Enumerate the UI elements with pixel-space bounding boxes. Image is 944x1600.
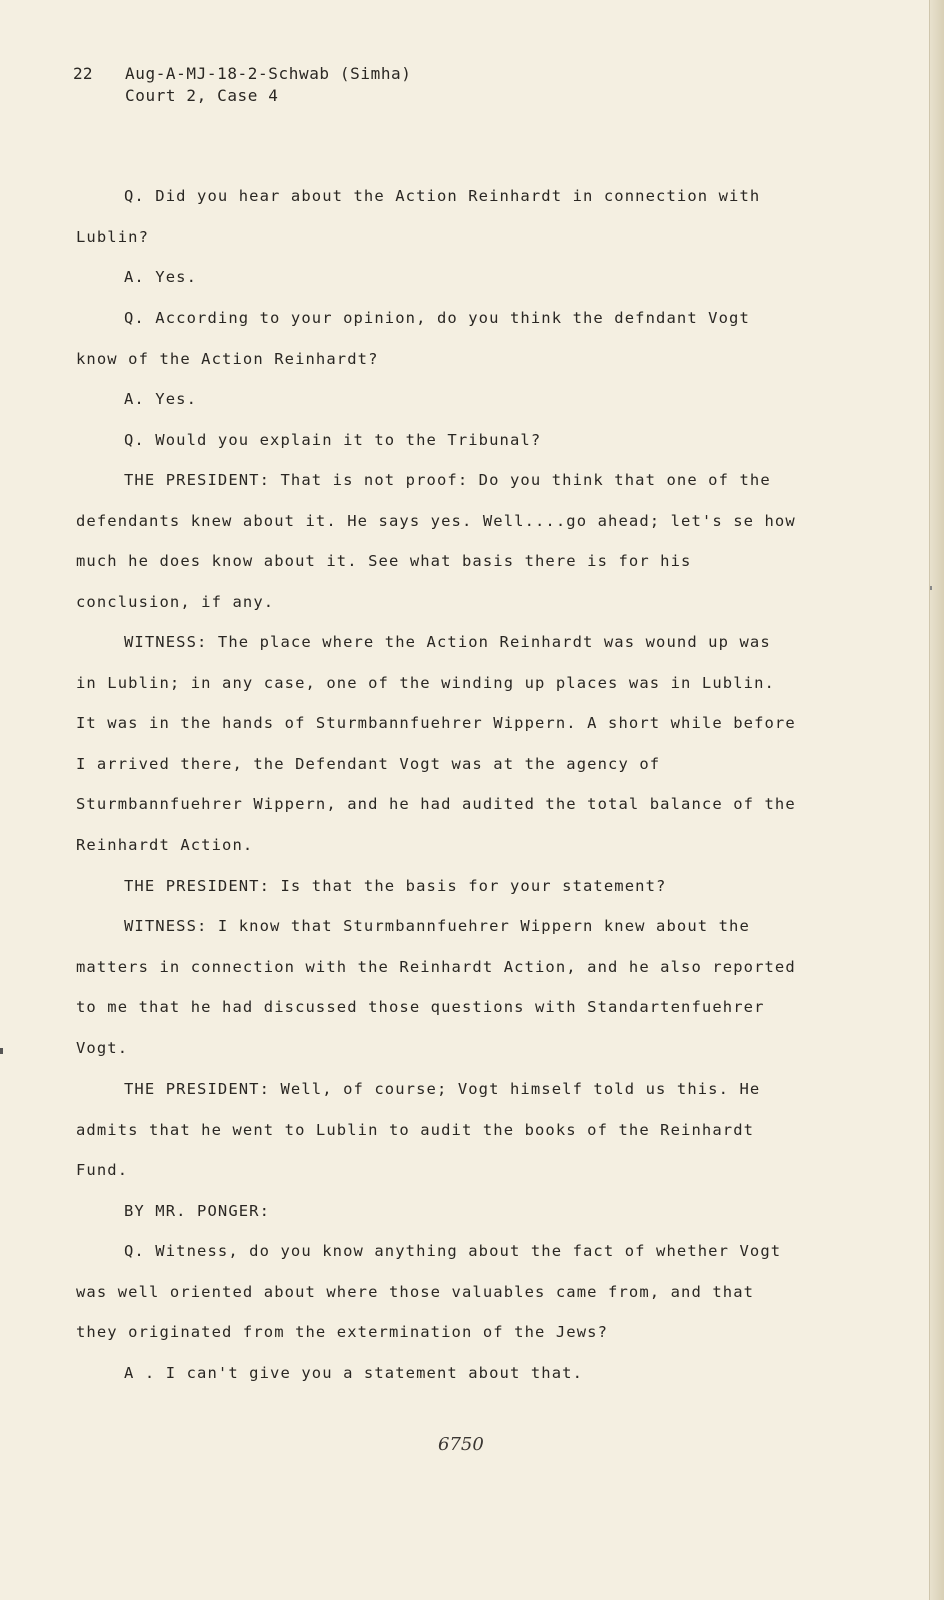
paragraph-q2: Q. According to your opinion, do you think the defndant Vogt know of the Action Reinhardt? [76, 309, 750, 368]
right-edge-mark [930, 586, 932, 590]
paragraph-a3: A . I can't give you a statement about that. [124, 1364, 583, 1382]
page-number: 6750 [438, 1434, 484, 1455]
paragraph-a1: A. Yes. [124, 268, 198, 286]
paragraph-president-3: THE PRESIDENT: Well, of course; Vogt himself told us this. He admits that he went to Lublin to audit the books of the Reinhardt Fund. [76, 1080, 761, 1180]
paragraph-witness-2: WITNESS: I know that Sturmbannfuehrer Wippern knew about the matters in connection with the Reinhardt Action, and he also reported to me that he had discussed those questions with Standartenfuehrer Vogt. [76, 917, 796, 1057]
paragraph-q4: Q. Witness, do you know anything about the fact of whether Vogt was well oriented about where those valuables came from, and that they originated from the extermination of the Jews? [76, 1242, 782, 1342]
left-edge-mark [0, 1048, 3, 1054]
paragraph-witness-1: WITNESS: The place where the Action Reinhardt was wound up was in Lublin; in any case, one of the winding up places was in Lublin. It was in the hands of Sturmbannfuehrer Wippern. A short while before I arrived there, the Defendant Vogt was at the agency of Sturmbannfuehrer Wippern, and he had audited the total balance of the Reinhardt Action. [76, 633, 796, 854]
paragraph-president-2: THE PRESIDENT: Is that the basis for your statement? [124, 877, 667, 895]
page-edge [929, 0, 944, 1600]
paragraph-a2: A. Yes. [124, 390, 198, 408]
header-case-id: Aug-A-MJ-18-2-Schwab (Simha) [125, 64, 412, 83]
paragraph-by-mr-ponger: BY MR. PONGER: [124, 1202, 271, 1220]
header-page-ref: 22 [73, 64, 93, 83]
paragraph-president-1: THE PRESIDENT: That is not proof: Do you think that one of the defendants knew about it. He says yes. Well....go ahead; let's se how much he does know about it. See what basis there is for his conclusion, if any. [76, 471, 796, 611]
header-court: Court 2, Case 4 [125, 86, 279, 105]
paragraph-q1: Q. Did you hear about the Action Reinhardt in connection with Lublin? [76, 187, 761, 246]
paragraph-q3: Q. Would you explain it to the Tribunal? [124, 431, 542, 449]
